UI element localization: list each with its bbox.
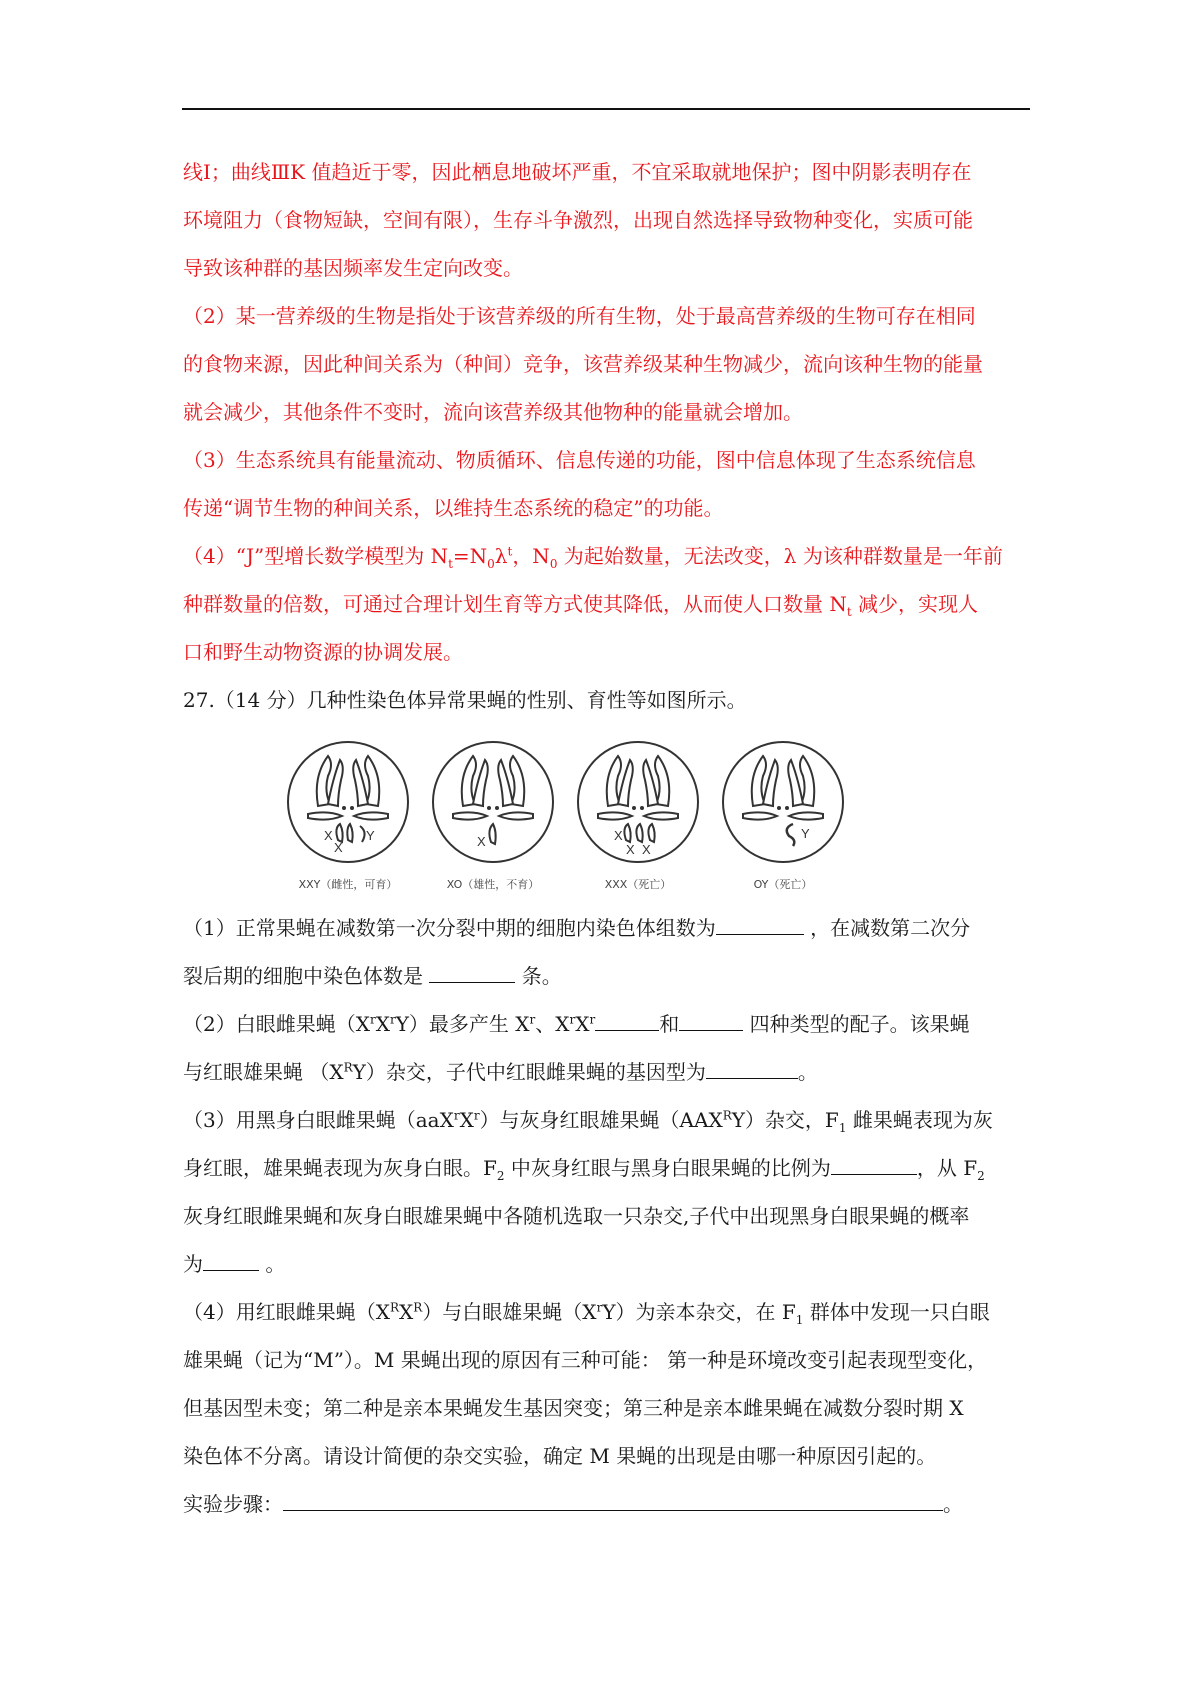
chrom-label: X	[626, 842, 635, 857]
superscript: R	[413, 1300, 423, 1315]
superscript: t	[507, 544, 513, 559]
superscript: r	[389, 1012, 396, 1027]
text-run: 和	[659, 1012, 680, 1036]
superscript: r	[589, 1012, 596, 1027]
answer-line: 导致该种群的基因频率发生定向改变。	[183, 256, 523, 280]
text-run: 为	[183, 1252, 203, 1276]
text-run: （3）用黑身白眼雌果蝇（aaX	[183, 1108, 454, 1132]
text-run: 群体中发现一只白眼	[803, 1300, 990, 1324]
superscript: r	[596, 1300, 603, 1315]
text-run: ）与白眼雄果蝇（X	[422, 1300, 597, 1324]
text-run: Y）杂交，F	[731, 1108, 839, 1132]
answer-line: （2）某一营养级的生物是指处于该营养级的所有生物，处于最高营养级的生物可存在相同	[183, 304, 976, 328]
page-content	[183, 148, 1028, 1528]
text-run: X	[399, 1300, 414, 1324]
text-run: （4）用红眼雌果蝇（X	[183, 1300, 390, 1324]
text-run: Y）为亲本杂交，在 F	[602, 1300, 796, 1324]
figure-caption: OY（死亡）	[753, 878, 813, 891]
text-run: （2）白眼雌果蝇（X	[183, 1012, 370, 1036]
superscript: r	[369, 1012, 376, 1027]
answer-blank[interactable]	[203, 1248, 259, 1271]
figure-caption: XO（雄性，不育）	[446, 878, 540, 891]
text-run: Y）最多产生 X	[395, 1012, 530, 1036]
text-run: 。	[259, 1252, 286, 1276]
subscript: t	[846, 605, 852, 619]
text-run: X	[575, 1012, 590, 1036]
chrom-label: X	[324, 828, 333, 843]
superscript: r	[569, 1012, 576, 1027]
chrom-label: X	[642, 842, 651, 857]
answer-line: 口和野生动物资源的协调发展。	[183, 640, 463, 664]
superscript: R	[389, 1300, 400, 1315]
text-run: =N	[452, 544, 488, 568]
cell-xxx	[568, 736, 708, 904]
question-line	[183, 1240, 1028, 1288]
text-run: 。	[797, 1060, 818, 1084]
text-run: X	[459, 1108, 474, 1132]
answer-line: （3）生态系统具有能量流动、物质循环、信息传递的功能，图中信息体现了生态系统信息	[183, 448, 976, 472]
header-rule	[182, 108, 1030, 110]
text-run: ，在减数第二次分	[803, 916, 971, 940]
text-run: ，从 F	[916, 1156, 978, 1180]
chrom-label: X	[334, 840, 343, 855]
answer-line: 传递“调节生物的种间关系，以维持生态系统的稳定”的功能。	[183, 496, 724, 520]
answer-line: 的食物来源，因此种间关系为（种间）竞争，该营养级某种生物减少，流向该种生物的能量	[183, 352, 983, 376]
subscript: 1	[795, 1313, 804, 1327]
text-run: 雌果蝇表现为灰	[846, 1108, 993, 1132]
subscript: 0	[549, 557, 558, 571]
text-run: X	[375, 1012, 390, 1036]
cell-xxy	[278, 736, 418, 904]
question-line	[183, 1096, 1028, 1144]
question-line	[183, 1288, 1028, 1336]
answer-blank[interactable]	[831, 1152, 917, 1175]
text-run: λ	[494, 544, 508, 568]
superscript: r	[473, 1108, 480, 1123]
text-run: 裂后期的细胞中染色体数是	[183, 964, 430, 988]
text-run: （4）“J”型增长数学模型为 N	[183, 544, 449, 568]
figure-caption: XXX（死亡）	[604, 878, 672, 891]
answer-line: 线Ⅰ；曲线ⅢK 值趋近于零，因此栖息地破坏严重，不宜采取就地保护；图中阴影表明存在	[183, 160, 972, 184]
subscript: t	[448, 557, 453, 571]
question-line	[183, 904, 1028, 952]
answer-explanation	[183, 148, 1028, 676]
text-run: ，N	[512, 544, 550, 568]
experiment-steps-line	[183, 1480, 1028, 1528]
answer-line	[183, 532, 1028, 580]
answer-blank[interactable]	[716, 912, 804, 935]
text-run: 为起始数量，无法改变，λ 为该种群数量是一年前	[557, 544, 1003, 568]
figure-caption: XXY（雌性，可育）	[298, 878, 398, 891]
answer-blank[interactable]	[429, 960, 515, 983]
answer-blank[interactable]	[706, 1056, 798, 1079]
text-run: 中灰身红眼与黑身白眼果蝇的比例为	[504, 1156, 831, 1180]
chrom-label: X	[614, 828, 623, 843]
answer-blank[interactable]	[679, 1008, 743, 1031]
chrom-label: Y	[801, 826, 810, 841]
chromosome-figure	[183, 736, 1028, 904]
text-run: （1）正常果蝇在减数第一次分裂中期的细胞内染色体组数为	[183, 916, 716, 940]
question-stem: 27.（14 分）几种性染色体异常果蝇的性别、育性等如图所示。	[183, 688, 747, 712]
chrom-label: X	[477, 834, 486, 849]
text-run: 四种类型的配子。该果蝇	[743, 1012, 970, 1036]
chrom-label: Y	[366, 828, 375, 843]
answer-line	[183, 580, 1028, 628]
cell-oy	[713, 736, 853, 904]
answer-line: 就会减少，其他条件不变时，流向该营养级其他物种的能量就会增加。	[183, 400, 803, 424]
question-line: 染色体不分离。请设计简便的杂交实验，确定 M 果蝇的出现是由哪一种原因引起的。	[183, 1444, 937, 1468]
text-run: 身红眼，雄果蝇表现为灰身白眼。F	[183, 1156, 497, 1180]
question-line: 雄果蝇（记为“M”）。M 果蝇出现的原因有三种可能： 第一种是环境改变引起表现型变化，	[183, 1348, 988, 1372]
answer-blank[interactable]	[595, 1008, 659, 1031]
question-line	[183, 1048, 1028, 1096]
subscript: 2	[977, 1169, 985, 1183]
question-line: 灰身红眼雌果蝇和灰身白眼雄果蝇中各随机选取一只杂交,子代中出现黑身白眼果蝇的概率	[183, 1204, 970, 1228]
superscript: R	[722, 1108, 732, 1123]
cell-diagram-oy	[713, 736, 853, 876]
text-run: 。	[943, 1492, 963, 1516]
question-line	[183, 1144, 1028, 1192]
experiment-steps-blank[interactable]	[283, 1488, 943, 1511]
subscript: 0	[487, 557, 495, 571]
subscript: 2	[496, 1169, 505, 1183]
text-run: Y）杂交，子代中红眼雌果蝇的基因型为	[352, 1060, 706, 1084]
cell-diagram-xo	[423, 736, 563, 876]
text-run: 与红眼雄果蝇 （X	[183, 1060, 344, 1084]
question-line: 但基因型未变；第二种是亲本果蝇发生基因突变；第三种是亲本雌果蝇在减数分裂时期 X	[183, 1396, 964, 1420]
question-line	[183, 952, 1028, 1000]
text-run: ）与灰身红眼雄果蝇（AAX	[479, 1108, 723, 1132]
cell-diagram-xxx	[568, 736, 708, 876]
text-run: 减少，实现人	[851, 592, 979, 616]
superscript: R	[343, 1060, 353, 1075]
text-run: 、X	[535, 1012, 570, 1036]
cell-xo	[423, 736, 563, 904]
question-line	[183, 1000, 1028, 1048]
text-run: 种群数量的倍数，可通过合理计划生育等方式使其降低，从而使人口数量 N	[183, 592, 847, 616]
superscript: r	[529, 1012, 536, 1027]
subscript: 1	[838, 1121, 847, 1135]
superscript: r	[453, 1108, 460, 1123]
steps-label: 实验步骤：	[183, 1492, 283, 1516]
text-run: 条。	[515, 964, 562, 988]
answer-line: 环境阻力（食物短缺，空间有限），生存斗争激烈，出现自然选择导致物种变化，实质可能	[183, 208, 973, 232]
cell-diagram-xxy	[278, 736, 418, 876]
